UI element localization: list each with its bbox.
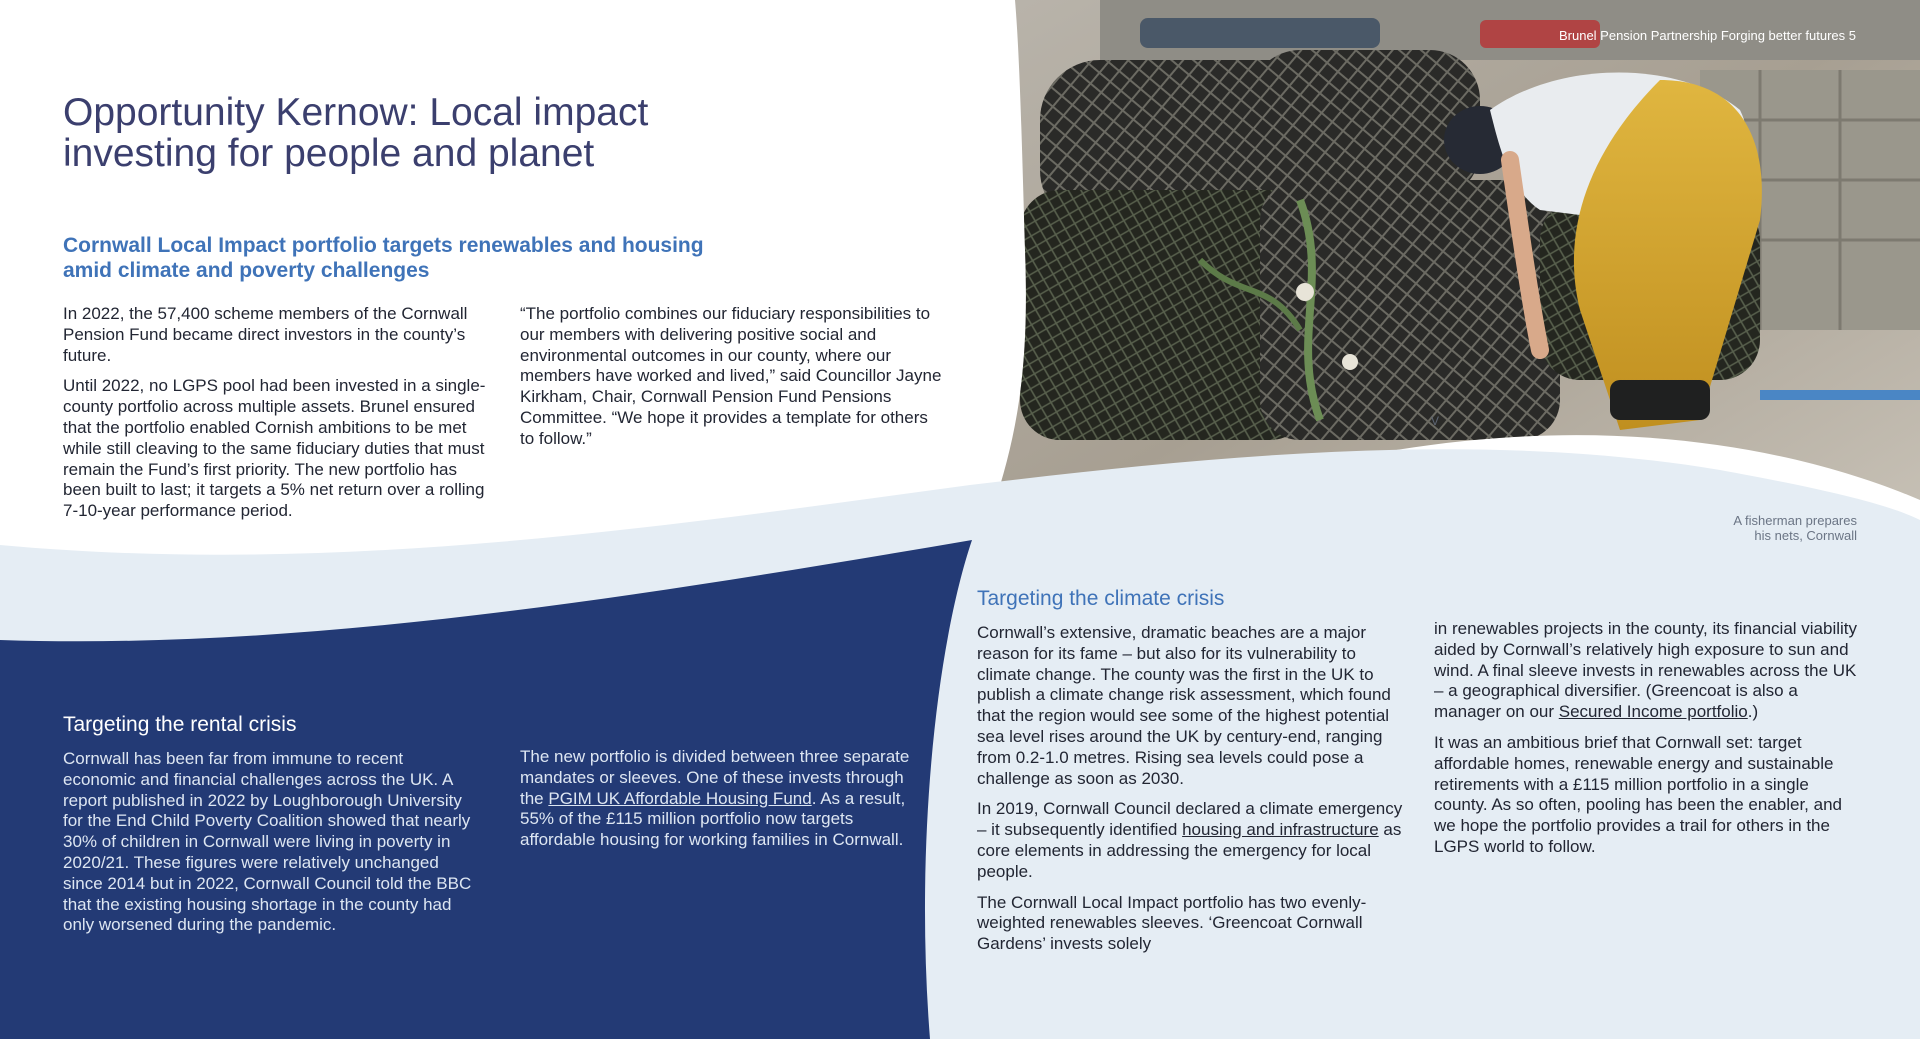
rental-paragraph-2: The new portfolio is divided between three separate mandates or sleeves. One of these invests through the PGIM UK Affordable Housing Fund. As a result, 55% of the £115 million portfolio now targets affordable housing for working families in Cornwall. <box>520 747 910 850</box>
subheading-line-1: Cornwall Local Impact portfolio targets renewables and housing <box>63 234 704 257</box>
page-title-line-2: investing for people and planet <box>63 132 595 175</box>
photo-caption-line-1: A fisherman prepares <box>1733 513 1857 528</box>
rental-paragraph-1: Cornwall has been far from immune to recent economic and financial challenges across the UK. A report published in 2022 by Loughborough University for the End Child Poverty Coalition showed that nearly 30% of children in Cornwall were living in poverty in 2020/21. These figures were relatively unchanged since 2014 but in 2022, Cornwall Council told the BBC that the existing housing shortage in the county had only worsened during the pandemic. <box>63 749 472 935</box>
photo-marker: V <box>1431 414 1440 428</box>
secured-income-link[interactable]: Secured Income portfolio <box>1558 702 1748 722</box>
climate-paragraph-1: Cornwall’s extensive, dramatic beaches are a major reason for its fame – but also for its vulnerability to climate change. The county was the first in the UK to publish a climate change risk assessment, which found that the region would see some of the highest potential sea level rises around the UK by century-end, ranging from 0.2-1.0 metres. Rising sea levels could pose a challenge as soon as 2030. <box>977 623 1391 788</box>
climate-heading: Targeting the climate crisis <box>977 587 1225 610</box>
intro-paragraph-2: Until 2022, no LGPS pool had been invested in a single-county portfolio across multiple assets. Brunel ensured that the portfolio enabled Cornish ambitions to be met while still cleaving to the same fiduciary duties that must remain the Fund’s first priority. The new portfolio has been built to last; it targets a 5% net return over a rolling 7-10-year performance period. <box>63 376 486 521</box>
running-head: Brunel Pension Partnership Forging better futures 5 <box>1558 28 1856 43</box>
housing-infrastructure-link[interactable]: housing and infrastructure <box>1182 820 1379 840</box>
climate-column-1 <box>977 623 1407 965</box>
photo-caption-line-2: his nets, Cornwall <box>1754 528 1857 543</box>
quote-column <box>520 304 945 460</box>
climate-paragraph-2: In 2019, Cornwall Council declared a climate emergency – it subsequently identified housing and infrastructure as core elements in addressing the emergency for local people. <box>977 799 1403 881</box>
rental-heading: Targeting the rental crisis <box>63 713 297 736</box>
climate-column-2 <box>1434 619 1864 868</box>
page-title <box>63 92 823 174</box>
subheading <box>63 233 833 283</box>
page-title-line-1: Opportunity Kernow: Local impact <box>63 91 649 134</box>
rental-column-1 <box>63 749 478 946</box>
climate-paragraph-4: in renewables projects in the county, its financial viability aided by Cornwall’s relatively high exposure to sun and wind. A final sleeve invests in renewables across the UK – a geographical diversifier. (Greencoat is also a manager on our Secured Income portfolio.) <box>1434 619 1858 722</box>
rental-column-2 <box>520 747 920 861</box>
intro-paragraph-1: In 2022, the 57,400 scheme members of the Cornwall Pension Fund became direct investors in the county’s future. <box>63 304 468 365</box>
intro-column <box>63 304 488 532</box>
subheading-line-2: amid climate and poverty challenges <box>63 259 430 282</box>
photo-caption <box>1733 513 1857 543</box>
climate-paragraph-3: The Cornwall Local Impact portfolio has two evenly-weighted renewables sleeves. ‘Greencoat Cornwall Gardens’ invests solely <box>977 892 1367 954</box>
climate-paragraph-5: It was an ambitious brief that Cornwall set: target affordable homes, renewable energy and sustainable retirements with a £115 million portfolio in a single county. As so often, pooling has been the enabler, and we hope the portfolio provides a trail for others in the LGPS world to follow. <box>1434 732 1842 856</box>
chair-quote: “The portfolio combines our fiduciary responsibilities to our members with delivering positive social and environmental outcomes in our county, where our members have worked and lived,” said Councillor Jayne Kirkham, Chair, Cornwall Pension Fund Pensions Committee. “We hope it provides a template for others to follow.” <box>520 304 942 448</box>
pgim-fund-link[interactable]: PGIM UK Affordable Housing Fund <box>548 788 812 808</box>
